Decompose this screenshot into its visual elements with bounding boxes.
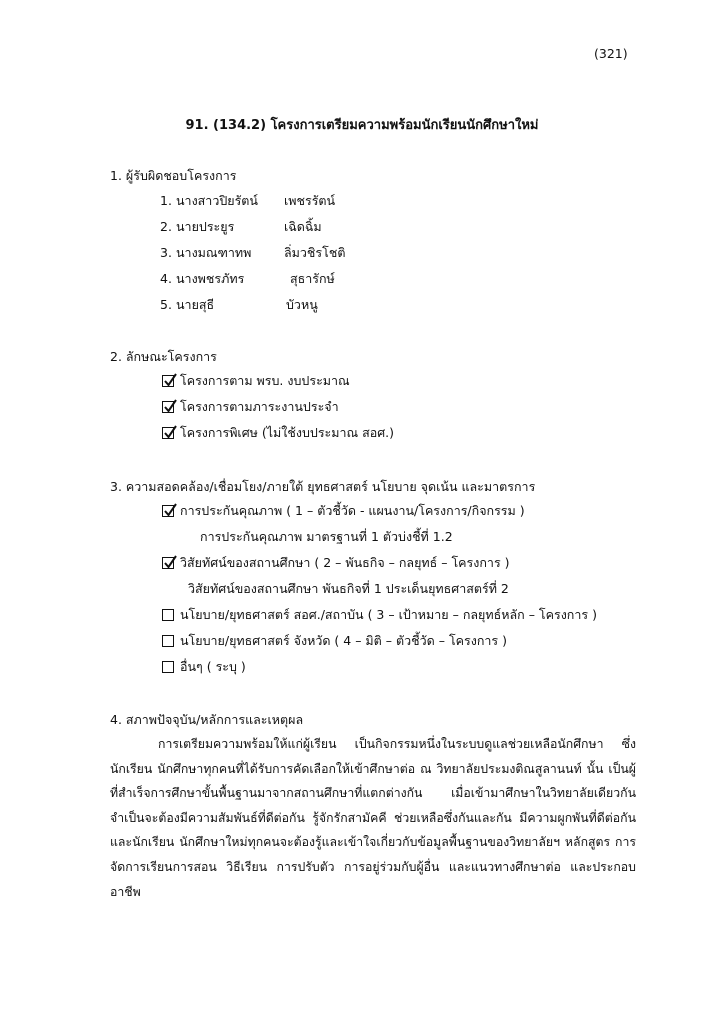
project-type-label: โครงการตาม พรบ. งบประมาณ [180,373,350,388]
person-name: นางพชรภัทร [176,271,245,286]
checkbox-unchecked[interactable] [162,635,174,647]
alignment-label: วิสัยทัศน์ของสถานศึกษา ( 2 – พันธกิจ – กลยุทธ์ – โครงการ ) [180,555,510,570]
checkbox-unchecked[interactable] [162,661,174,673]
section-4-heading: 4. สภาพปัจจุบัน/หลักการและเหตุผล [110,712,304,727]
alignment-label: นโยบาย/ยุทธศาสตร์ จังหวัด ( 4 – มิติ – ตัวชี้วัด – โครงการ ) [180,633,507,648]
person-num: 2. [160,219,172,234]
person-name: นายประยูร [176,219,235,234]
person-num: 4. [160,271,172,286]
rationale-paragraph: การเตรียมความพร้อมให้แก่ผู้เรียน เป็นกิจกรรมหนึ่งในระบบดูแลช่วยเหลือนักศึกษา ซึ่งนักเรียน นักศึกษาทุกคนที่ได้รับการคัดเลือกให้เข้าศึกษาต่อ ณ วิทยาลัยประมงติณสูลานนท์ นั้น เป็นผู้ที่สำเร็จการศึกษาขั้นพื้นฐานมาจากสถานศึกษาที่แตกต่างกัน เมื่อเข้ามาศึกษาในวิทยาลัยเดียวกันจำเป็นจะต้องมีความสัมพันธ์ที่ดีต่อกัน รู้จักรักสามัคคี ช่วยเหลือซึ่งกันและกัน มีความผูกพันที่ดีต่อกัน และนักเรียน นักศึกษาใหม่ทุกคนจะต้องรู้และเข้าใจเกี่ยวกับข้อมูลพื้นฐานของวิทยาลัยฯ หลักสูตร การจัดการเรียนการสอน วิธีเรียน การปรับตัว การอยู่ร่วมกับผู้อื่น และแนวทางศึกษาต่อ และประกอบอาชีพ [110,737,636,899]
alignment-label: นโยบาย/ยุทธศาสตร์ สอศ./สถาบัน ( 3 – เป้าหมาย – กลยุทธ์หลัก – โครงการ ) [180,607,597,622]
person-num: 1. [160,193,172,208]
checkbox-unchecked[interactable] [162,609,174,621]
alignment-label: การประกันคุณภาพ ( 1 – ตัวชี้วัด - แผนงาน/โครงการ/กิจกรรม ) [180,503,525,518]
page-number: (321) [594,46,628,61]
person-num: 3. [160,245,172,260]
checkmark-icon [162,398,178,414]
checkbox-checked[interactable] [162,427,174,439]
checkmark-icon [162,502,178,518]
checkmark-icon [162,424,178,440]
person-surname: บัวหนู [286,297,318,312]
person-name: นายสุธี [176,297,215,312]
checkbox-checked[interactable] [162,375,174,387]
person-surname: เฉิดฉิ้ม [284,219,322,234]
person-surname: ลิ่มวชิรโชติ [284,245,346,260]
person-surname: สุธารักษ์ [290,271,335,286]
project-type-label: โครงการพิเศษ (ไม่ใช้งบประมาณ สอศ.) [180,425,394,440]
person-surname: เพชรรัตน์ [284,193,336,208]
section-2-heading: 2. ลักษณะโครงการ [110,349,217,364]
section-3-heading: 3. ความสอดคล้อง/เชื่อมโยง/ภายใต้ ยุทธศาสตร์ นโยบาย จุดเน้น และมาตรการ [110,479,536,494]
alignment-label: อื่นๆ ( ระบุ ) [180,659,246,674]
checkmark-icon [162,372,178,388]
person-name: นางสาวปิยรัตน์ [176,193,258,208]
page-title: 91. (134.2) โครงการเตรียมความพร้อมนักเรียนนักศึกษาใหม่ [185,118,539,133]
alignment-detail: วิสัยทัศน์ของสถานศึกษา พันธกิจที่ 1 ประเด็นยุทธศาสตร์ที่ 2 [188,581,509,596]
alignment-detail: การประกันคุณภาพ มาตรฐานที่ 1 ตัวบ่งชี้ที่ 1.2 [200,529,453,544]
checkmark-icon [162,554,178,570]
checkbox-checked[interactable] [162,557,174,569]
person-num: 5. [160,297,172,312]
checkbox-checked[interactable] [162,505,174,517]
section-1-heading: 1. ผู้รับผิดชอบโครงการ [110,168,237,183]
checkbox-checked[interactable] [162,401,174,413]
project-type-label: โครงการตามภาระงานประจำ [180,399,339,414]
person-name: นางมณฑาทพ [176,245,252,260]
